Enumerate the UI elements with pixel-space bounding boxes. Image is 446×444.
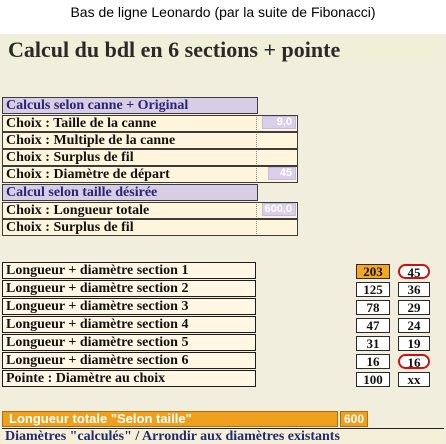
section-6-diameter: 16 (398, 354, 430, 369)
pointe-diameter: xx (398, 372, 430, 387)
group-header-original: Calculs selon canne + Original (2, 97, 258, 114)
choice-label: Choix : Taille de la canne (6, 116, 157, 131)
choice-label: Choix : Diamètre de départ (6, 167, 170, 182)
choice-row-rod-length (2, 115, 298, 132)
section-row-4: Longueur + diamètre section 4 (2, 316, 256, 333)
section-3-diameter: 29 (398, 300, 430, 315)
choice-label: Choix : Multiple de la canne (6, 133, 176, 148)
section-4-length: 47 (356, 318, 390, 333)
choice-row-total-length (2, 202, 298, 219)
choice-row-line-surplus (2, 149, 298, 166)
choice-row-rod-multiple (2, 132, 298, 149)
start-diameter-input[interactable]: 45 (268, 167, 296, 180)
section-row-5: Longueur + diamètre section 5 (2, 334, 256, 351)
cell-divider (256, 221, 258, 234)
section-2-length: 125 (356, 282, 390, 297)
total-length-input[interactable]: 600,0 (262, 203, 296, 216)
choice-row-start-diameter (2, 166, 298, 183)
section-row-6: Longueur + diamètre section 6 (2, 352, 256, 369)
section-6-length: 16 (356, 354, 390, 369)
section-5-length: 31 (356, 336, 390, 351)
section-1-diameter: 45 (398, 264, 430, 279)
page-caption: Bas de ligne Leonardo (par la suite de Fibonacci) (70, 4, 376, 20)
footer-note: Diamètres "calculés" / Arrondir aux diamètres existants (2, 428, 444, 444)
section-3-length: 78 (356, 300, 390, 315)
section-2-diameter: 36 (398, 282, 430, 297)
group-header-desired-size: Calcul selon taille désirée (2, 184, 258, 201)
sheet-title: Calcul du bdl en 6 sections + pointe (6, 38, 442, 62)
cell-divider (256, 151, 258, 164)
section-5-diameter: 19 (398, 336, 430, 351)
choice-label: Choix : Surplus de fil (6, 220, 134, 235)
rod-length-input[interactable]: 9,0 (262, 116, 296, 129)
cell-divider (256, 134, 258, 147)
cell-divider (256, 204, 258, 217)
choice-label: Choix : Surplus de fil (6, 150, 134, 165)
section-1-length: 203 (356, 264, 390, 279)
pointe-row: Pointe : Diamètre au choix (2, 370, 256, 387)
choice-row-line-surplus-2 (2, 219, 298, 236)
section-row-3: Longueur + diamètre section 3 (2, 298, 256, 315)
cell-divider (256, 117, 258, 130)
section-row-2: Longueur + diamètre section 2 (2, 280, 256, 297)
section-4-diameter: 24 (398, 318, 430, 333)
choice-label: Choix : Longueur totale (6, 203, 150, 218)
total-length-label: Longueur totale "Selon taille" (2, 411, 338, 427)
pointe-length: 100 (356, 372, 390, 387)
section-row-1: Longueur + diamètre section 1 (2, 262, 256, 279)
cell-divider (256, 168, 258, 181)
total-length-value: 600 (340, 411, 368, 427)
